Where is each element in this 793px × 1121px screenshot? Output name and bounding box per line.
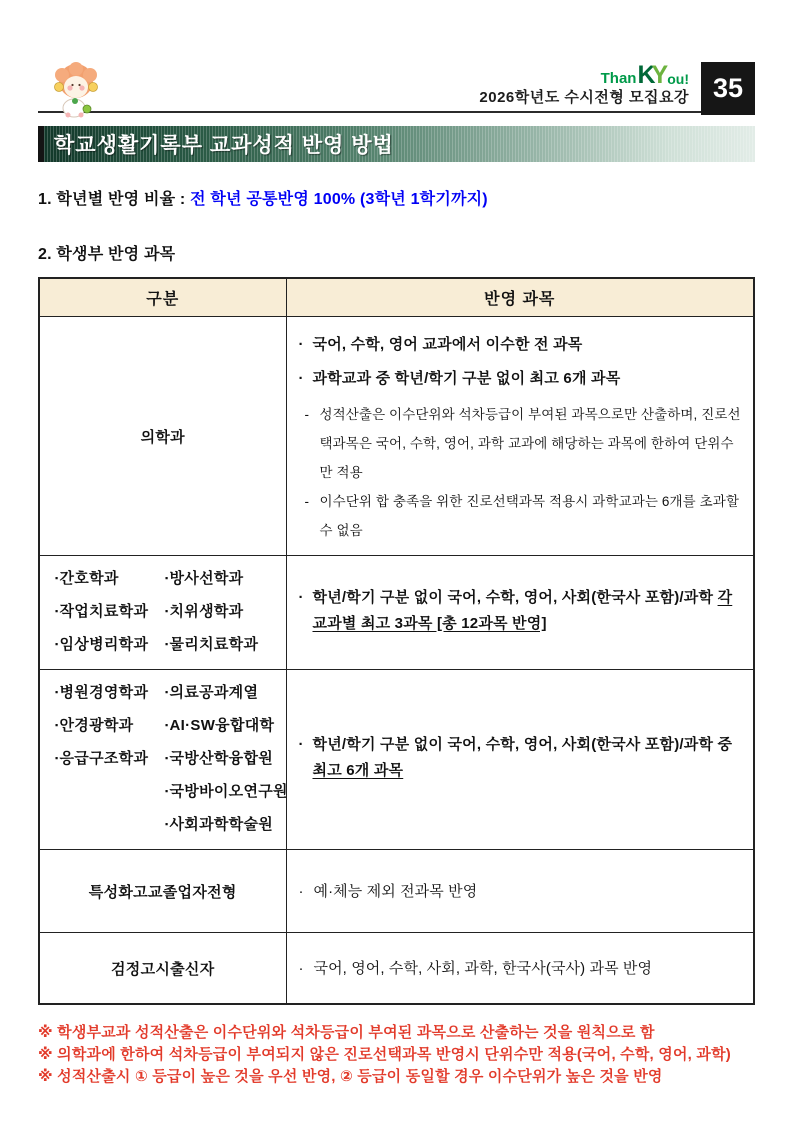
page bbox=[38, 0, 755, 1088]
square-bullet-icon: ▪ bbox=[55, 753, 59, 763]
category-ged: 검정고시출신자 bbox=[39, 933, 286, 1005]
category-vocational: 특성화고교졸업자전형 bbox=[39, 850, 286, 933]
bullet-item bbox=[299, 732, 744, 784]
sub-item bbox=[305, 487, 744, 545]
bullet-text: 과학교과 중 학년/학기 구분 없이 최고 6개 과목 bbox=[312, 369, 621, 387]
list-item: ▪ 임상병리학과 bbox=[55, 629, 165, 662]
health-depts-subjects-cell bbox=[286, 556, 754, 670]
section-1-highlight: 전 학년 공통반영 100% (3학년 1학기까지) bbox=[190, 191, 488, 208]
col-header-category: 구분 bbox=[39, 278, 286, 317]
square-bullet-icon: ▪ bbox=[165, 639, 169, 649]
category-health-depts bbox=[39, 556, 286, 670]
bullet-text: 학년/학기 구분 없이 국어, 수학, 영어, 사회(한국사 포함)/과학 중 최고 6개 과목 bbox=[312, 735, 733, 779]
edition-title: 2026학년도 수시전형 모집요강 bbox=[479, 89, 689, 106]
square-bullet-icon: ▪ bbox=[165, 687, 169, 697]
square-bullet-icon: ▪ bbox=[55, 606, 59, 616]
underlined-text: 최고 6개 과목 bbox=[312, 761, 404, 779]
header-right bbox=[479, 60, 689, 105]
department-list bbox=[41, 671, 288, 848]
table-row-vocational bbox=[39, 850, 754, 933]
square-bullet-icon: ▪ bbox=[165, 819, 169, 829]
section-2-label: 2. 학생부 반영 과목 bbox=[38, 246, 176, 263]
bullet-text: 예·체능 제외 전과목 반영 bbox=[313, 882, 478, 900]
list-item: ▪ 응급구조학과 bbox=[55, 743, 165, 776]
list-item: ▪ 사회과학학술원 bbox=[165, 809, 288, 842]
bullet-text: 학년/학기 구분 없이 국어, 수학, 영어, 사회(한국사 포함)/과학 각 교과별 최고 3과목 [총 12과목 반영] bbox=[312, 588, 733, 632]
section-2-heading bbox=[38, 241, 755, 264]
thankyou-logo bbox=[479, 60, 689, 89]
col-header-subjects: 반영 과목 bbox=[286, 278, 754, 317]
section-1-heading bbox=[38, 186, 755, 209]
section-title-bar bbox=[38, 126, 755, 162]
category-medicine: 의학과 bbox=[39, 317, 286, 556]
dot-bullet-icon: · bbox=[298, 959, 304, 977]
logo-ou-text: ou! bbox=[667, 71, 689, 87]
square-bullet-icon: ▪ bbox=[55, 573, 59, 583]
table-row-other-depts bbox=[39, 670, 754, 850]
list-item: ▪ 안경광학과 bbox=[55, 710, 165, 743]
table-row-ged bbox=[39, 933, 754, 1005]
table-row-health-depts bbox=[39, 556, 754, 670]
logo-than-text: Than bbox=[600, 70, 637, 87]
list-item: ▪ 국방바이오연구원 bbox=[165, 776, 288, 809]
list-item: ▪ 치위생학과 bbox=[165, 596, 258, 629]
bullet-item bbox=[299, 585, 744, 637]
list-item: ▪ 병원경영학과 bbox=[55, 677, 165, 710]
logo-y-letter: Y bbox=[651, 60, 669, 89]
bullet-text: 국어, 영어, 수학, 사회, 과학, 한국사(국사) 과목 반영 bbox=[313, 959, 653, 977]
bullet-item bbox=[299, 954, 744, 983]
square-bullet-icon: ▪ bbox=[55, 639, 59, 649]
bullet-text: 국어, 수학, 영어 교과에서 이수한 전 과목 bbox=[312, 335, 583, 353]
list-item: ▪ AI·SW융합대학 bbox=[165, 710, 288, 743]
page-header bbox=[38, 60, 755, 113]
department-list bbox=[41, 557, 285, 668]
list-item: ▪ 간호학과 bbox=[55, 563, 165, 596]
footnote: ※ 의학과에 한하여 석차등급이 부여되지 않은 진로선택과목 반영시 단위수만 적용(국어, 수학, 영어, 과학) bbox=[38, 1046, 731, 1063]
mascot-girl-icon bbox=[44, 61, 108, 119]
bullet-item bbox=[299, 366, 744, 392]
logo-k-letter: K bbox=[637, 60, 656, 89]
bullet-item bbox=[299, 877, 744, 906]
footnote: ※ 성적산출시 ① 등급이 높은 것을 우선 반영, ② 등급이 동일할 경우 이수단위가 높은 것을 반영 bbox=[38, 1068, 663, 1085]
category-other-depts bbox=[39, 670, 286, 850]
bullet-item bbox=[299, 332, 744, 358]
dash-bullet-icon: - bbox=[304, 406, 310, 422]
ged-subjects-cell bbox=[286, 933, 754, 1005]
dot-bullet-icon: · bbox=[298, 882, 304, 900]
square-bullet-icon: ▪ bbox=[165, 606, 169, 616]
section-1-label: 1. 학년별 반영 비율 : bbox=[38, 191, 191, 208]
list-item: ▪ 물리치료학과 bbox=[165, 629, 258, 662]
square-bullet-icon: ▪ bbox=[55, 720, 59, 730]
list-item: ▪ 작업치료학과 bbox=[55, 596, 165, 629]
list-item: ▪ 방사선학과 bbox=[165, 563, 258, 596]
table-row-medicine bbox=[39, 317, 754, 556]
square-bullet-icon: ▪ bbox=[55, 687, 59, 697]
dash-bullet-icon: - bbox=[304, 493, 310, 509]
footnote: ※ 학생부교과 성적산출은 이수단위와 석차등급이 부여된 과목으로 산출하는 것을 원칙으로 함 bbox=[38, 1024, 655, 1041]
medicine-subjects-cell bbox=[286, 317, 754, 556]
table-header-row bbox=[39, 278, 754, 317]
page-number-badge: 35 bbox=[701, 62, 755, 115]
dot-bullet-icon: · bbox=[298, 588, 304, 606]
list-item: ▪ 의료공과계열 bbox=[165, 677, 288, 710]
sub-item-text: 이수단위 합 충족을 위한 진로선택과목 적용시 과학교과는 6개를 초과할 수 없음 bbox=[319, 493, 740, 538]
subject-reflection-table bbox=[38, 277, 755, 1005]
sub-item bbox=[305, 400, 744, 487]
square-bullet-icon: ▪ bbox=[165, 720, 169, 730]
square-bullet-icon: ▪ bbox=[165, 753, 169, 763]
page-title: 학교생활기록부 교과성적 반영 방법 bbox=[54, 134, 394, 157]
underlined-text: 각 교과별 최고 3과목 [총 12과목 반영] bbox=[312, 588, 733, 632]
vocational-subjects-cell bbox=[286, 850, 754, 933]
sub-item-text: 성적산출은 이수단위와 석차등급이 부여된 과목으로만 산출하며, 진로선택과목은 국어, 수학, 영어, 과학 교과에 해당하는 과목에 한하여 단위수만 적용 bbox=[319, 406, 741, 480]
list-item: ▪ 국방산학융합원 bbox=[165, 743, 288, 776]
footnotes bbox=[38, 1022, 755, 1088]
dot-bullet-icon: · bbox=[298, 335, 304, 353]
other-depts-subjects-cell bbox=[286, 670, 754, 850]
square-bullet-icon: ▪ bbox=[165, 786, 169, 796]
square-bullet-icon: ▪ bbox=[165, 573, 169, 583]
dot-bullet-icon: · bbox=[298, 735, 304, 753]
dot-bullet-icon: · bbox=[298, 369, 304, 387]
